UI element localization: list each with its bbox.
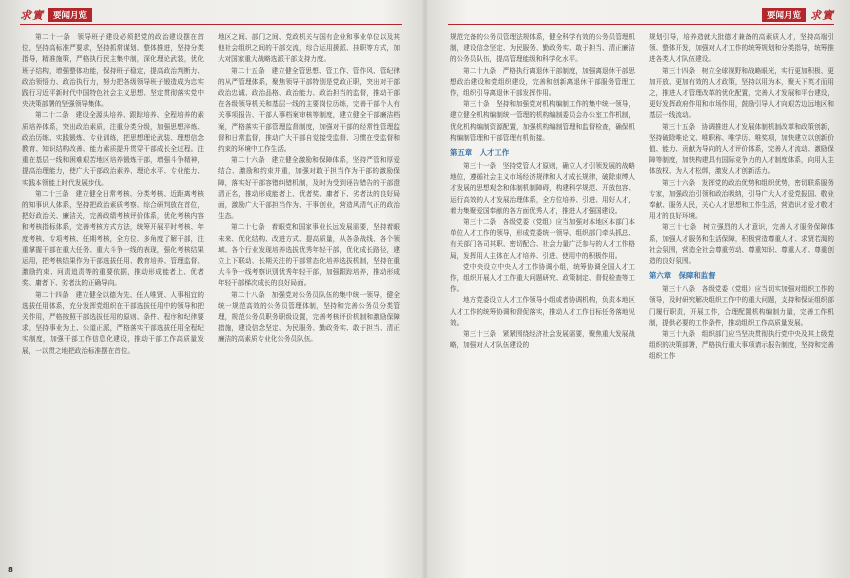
left-column-1 [22,32,204,564]
article-paragraph: 第二十八条 加强党对公务员队伍的集中统一领导，健全统一规范高效的公务员管理体制，坚持和完善公务员分类管理，规范公务员职务职级设置，完善考核评价机制和激励保障措施，建设信念坚定、为民服务、勤政务实、敢于担当、清正廉洁的高素质专业化公务员队伍。 [218,290,400,344]
article-paragraph: 第三十八条 各级党委（党组）应当切实加强对组织工作的领导，及时研究解决组织工作中的重大问题，支持和保证组织部门履行职责，开展工作，合理配置机构编制力量，完善工作机制，提供必要的工作条件，推动组织工作高质量发展。 [649,285,834,327]
article-paragraph: 第三十二条 各级党委（党组）应当加强对本地区本部门本单位人才工作的领导，形成党委统一领导、组织部门牵头抓总、有关部门各司其职、密切配合、社会力量广泛参与的人才工作格局，发挥用人主体在人才培养、引进、使用中的积极作用。 [450,218,635,260]
magazine-logo: 求實 [810,9,834,22]
article-paragraph: 第三十条 坚持和加强党对机构编制工作的集中统一领导，建立健全机构编制统一管理的机构编制委员会办公室工作机制，优化机构编制资源配置，加强机构编制管理和监督检查，确保机构编制管理和干部管理有机衔接。 [450,100,635,142]
page-number: 8 [8,566,13,574]
article-paragraph: 第二十六条 建立健全激励和保障体系，坚持严管和厚爱结合、激励和约束并重，加强对敢于担当作为干部的激励保障，落实好干部容错纠错机制，及时为受到诬告错告的干部澄清正名，推动形成能者上、优者奖、庸者下、劣者汰的良好局面，激励广大干部担当作为、干事创业，营造风清气正的政治生态。 [218,156,400,221]
article-paragraph: 第二十一条 领导班子建设必须把党的政治建设摆在首位，坚持高标准严要求，坚持抓常谋划、整体推进，坚持分类指导，精准施策，严格执行民主集中制，深化理论武装，优化班子结构，增强整体功能，保持班子稳定，提高政治判断力、政治领悟力、政治执行力，努力把各级领导班子锻造成为忠实践行习近平新时代中国特色社会主义思想、坚定贯彻落实党中央决策部署的坚强领导集体。 [22,33,204,109]
chapter-heading: 第六章 保障和监督 [649,271,716,281]
left-page [0,0,420,578]
header-rule [448,24,834,25]
chapter-heading: 第五章 人才工作 [450,148,510,158]
article-paragraph: 第三十七条 树立强烈的人才意识，完善人才服务保障体系，加强人才服务和生活保障，积极营造尊重人才、求贤若渴的社会氛围，营造全社会尊重劳动、尊重知识、尊重人才、尊重创造的良好氛围。 [649,223,834,266]
right-column-1 [450,32,635,564]
header-rule [20,24,402,25]
article-paragraph: 第二十九条 严格执行离退休干部制度，加强离退休干部思想政治建设和党组织建设，完善和创新离退休干部服务管理工作，组织引导离退休干部发挥作用。 [450,66,635,98]
article-paragraph: 第二十四条 建立健全以德为先、任人唯贤、人事相宜的选拔任用体系，充分发挥党组织在干部选拔任用中的领导和把关作用，严格按照干部选拔任用的原则、条件、程序和纪律要求，坚持事业为上、公道正派，严格落实干部选拔任用全程纪实制度，加强干部工作信息化建设，推动干部工作高质量发展，一以贯之地把政治标准摆在首位。 [22,290,204,355]
article-paragraph: 第二十三条 建立健全日常考核、分类考核、近距离考核的知事识人体系，坚持把政治素质考察、综合研判放在首位，把好政治关、廉洁关，完善政绩考核评价体系，优化考核内容和考核指标体系，完善考核方式方法，统筹开展平时考核、年度考核、专项考核、任期考核，全方位、多角度了解干部，注重掌握干部在重大任务、重大斗争一线的表现，强化考核结果运用，把考核结果作为干部选拔任用、教育培养、管理监督、激励约束、问责追责等的重要依据，推动形成能者上、优者奖、庸者下、劣者汰的正确导向。 [22,189,204,288]
article-paragraph: 规范完备的公务员管理法规体系，健全科学有效的公务员管理机制，建设信念坚定、为民服务、勤政务实、敢于担当、清正廉洁的公务员队伍，提高管理能级和科学化水平。 [450,33,635,64]
left-column-2 [218,32,400,564]
left-page-columns [22,32,400,564]
section-tag: 要闻月览 [762,8,806,22]
right-page-columns [450,32,834,564]
magazine-logo: 求實 [20,9,44,22]
article-paragraph: 第三十三条 紧紧围绕经济社会发展需要，聚焦重大发展战略，加强对人才队伍建设的 [450,330,635,350]
article-paragraph: 第三十一条 坚持党管人才原则，确立人才引领发展的战略地位，遵循社会主义市场经济规律和人才成长规律，破除束缚人才发展的思想观念和体制机制障碍，构建科学规范、开放包容、运行高效的人才发展治理体系，全方位培养、引进、用好人才，着力集聚爱国奉献的各方面优秀人才，推进人才强国建设。 [450,162,635,215]
right-page-header [758,8,834,22]
article-paragraph: 第三十六条 发挥党的政治优势和组织优势，密切联系服务专家，加强政治引领和政治吸纳，引导广大人才爱党报国、敬业奉献、服务人民，关心人才思想和工作生活，营造识才爱才敬才用才的良好环境。 [649,178,834,221]
article-paragraph: 第二十七条 着眼党和国家事业长远发展需要，坚持着眼未来、优化结构、改进方式、提高质量，从各条战线、各个领域、各个行业发现培养选拔优秀年轻干部，优化成长路径，建立上下联动、长期关注的干部常态化培养选拔机制，坚持在重大斗争一线考察识别优秀年轻干部，加强跟踪培养，推动形成年轻干部梯次成长的良好局面。 [218,223,400,288]
article-paragraph: 第二十二条 建设全源头培养、跟踪培养、全程培养的素质培养体系，突出政治素质，注重分类分级，加强思想淬炼、政治历练、实践锻炼、专业训练，把思想理论武装、理想信念教育、知识结构改善、能力素质提升贯穿干部成长全过程。注重在基层一线和困难艰苦地区培养锻炼干部，增强斗争精神，提高治理能力，使广大干部政治素养、理论水平、专业能力、实践本领能上时代发展步伐。 [22,111,204,187]
article-paragraph: 地方党委设立人才工作领导小组或者协调机构，负责本地区人才工作的统筹协调和督促落实，推动人才工作目标任务落地见效。 [450,296,635,327]
article-paragraph: 规划引导，培养造就大批德才兼备的高素质人才，坚持高端引领、整体开发，加强对人才工作的统筹规划和分类指导，统筹推进各类人才队伍建设。 [649,33,834,64]
left-page-header [20,8,96,22]
article-paragraph: 地区之间、部门之间、党政机关与国有企业和事业单位以及其他社会组织之间的干部交流，综合运用援派、挂职等方式，加大对国家重大战略选派干部支持力度。 [218,33,400,64]
right-page [430,0,850,578]
section-tag: 要闻月览 [48,8,92,22]
article-paragraph: 第三十五条 协调推进人才发展体制机制改革和政策创新，坚持破除唯论文、唯职称、唯学历、唯奖项，加快建立以创新价值、能力、贡献为导向的人才评价体系，完善人才流动、激励保障等制度，加快构建具有国际竞争力的人才制度体系，向用人主体放权、为人才松绑，激发人才创新活力。 [649,122,834,176]
right-column-2 [649,32,834,564]
article-paragraph: 第二十五条 建立健全管思想、管工作、管作风、管纪律的从严管理体系，聚焦领导干部特别是党政正职，突出对干部政治忠诚、政治品格、政治能力、政治担当的监督，推动干部在各级领导机关和基层一线的主要岗位历练，完善干部个人有关事项报告、干部人事档案审核等制度，建立健全干部廉洁档案，严格落实干部管理监督制度，加强对干部的经常性管理监督和日常监督，推动广大干部自觉接受监督、习惯在受监督和约束的环境中工作生活。 [218,66,400,154]
article-paragraph: 党中央设立中央人才工作协调小组，统筹协调全国人才工作，组织开展人才工作重大问题研究、政策制定、督促检查等工作。 [450,262,635,294]
article-paragraph: 第三十九条 组织部门应当坚决贯彻执行党中央及其上级党组织的决策部署，严格执行重大事项请示报告制度，坚持和完善组织工作 [649,330,834,361]
article-paragraph: 第三十四条 树立全球视野和战略眼光，实行更加积极、更加开放、更加有效的人才政策，坚持以用为本，聚天下英才而用之，推进人才管理改革的优化配置，完善人才发展和平台建设，更好发挥政府作用和市场作用，鼓励引导人才向艰苦边远地区和基层一线流动。 [649,66,834,120]
